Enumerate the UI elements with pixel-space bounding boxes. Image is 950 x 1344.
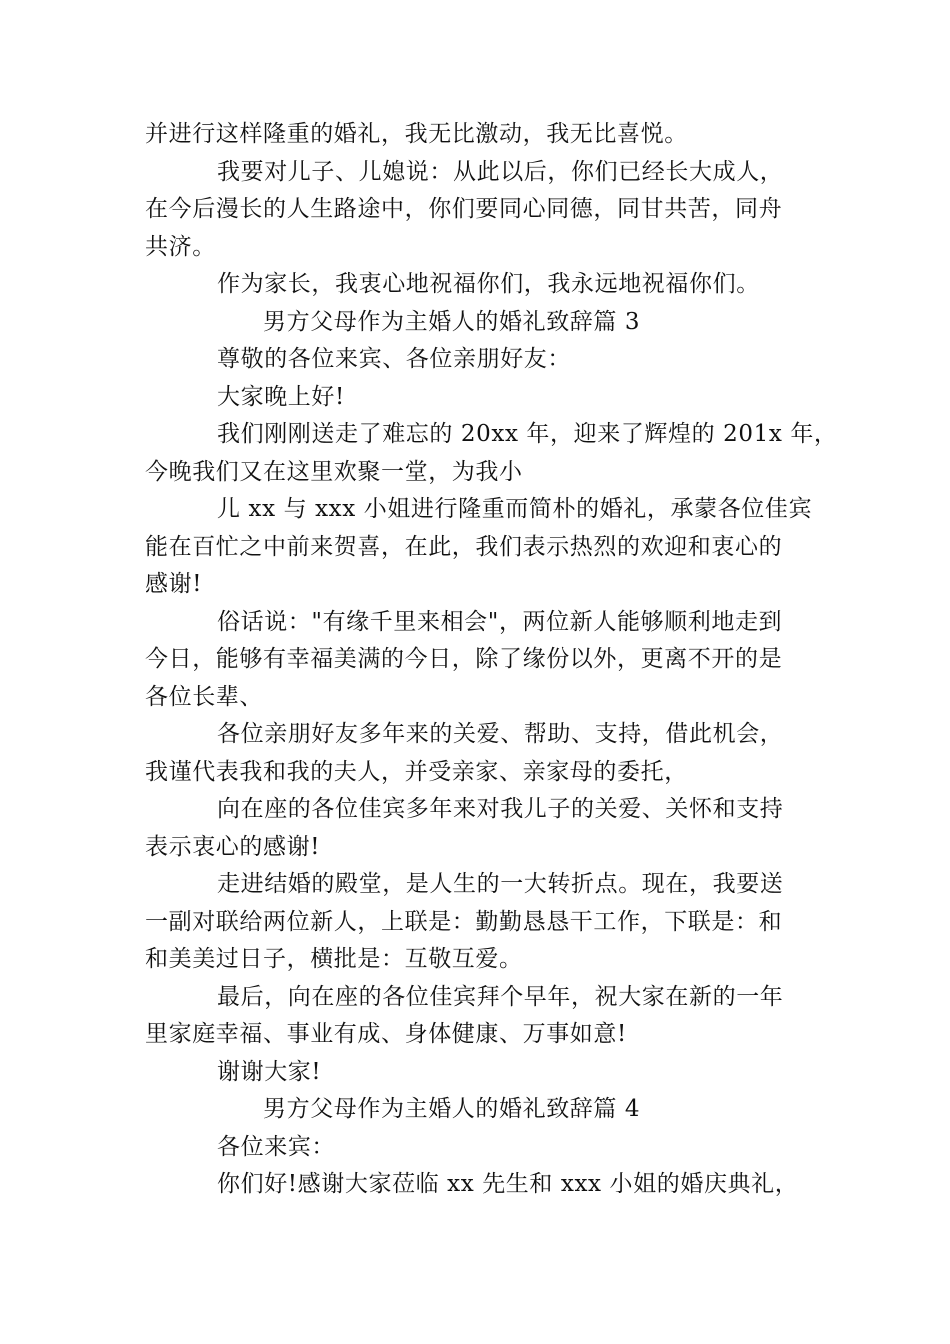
greeting-line: 大家晚上好! xyxy=(217,383,345,410)
body-line: 共济。 xyxy=(145,233,216,260)
paragraph-start-line: 最后，向在座的各位佳宾拜个早年，祝大家在新的一年 xyxy=(217,983,784,1010)
body-line: 一副对联给两位新人，上联是：勤勤恳恳干工作，下联是：和 xyxy=(145,908,783,935)
body-line: 各位长辈、 xyxy=(145,683,263,710)
body-line: 今日，能够有幸福美满的今日，除了缘份以外，更离不开的是 xyxy=(145,646,783,672)
salutation-line: 尊敬的各位来宾、各位亲朋好友： xyxy=(217,346,571,372)
body-line: 和美美过日子，横批是：互敬互爱。 xyxy=(145,946,523,972)
paragraph-start-line: 俗话说："有缘千里来相会"，两位新人能够顺利地走到 xyxy=(217,608,783,635)
paragraph-start-line: 向在座的各位佳宾多年来对我儿子的关爱、关怀和支持 xyxy=(217,796,784,822)
paragraph-start-line: 儿 xx 与 xxx 小姐进行隆重而简朴的婚礼，承蒙各位佳宾 xyxy=(217,496,813,522)
body-line: 能在百忙之中前来贺喜，在此，我们表示热烈的欢迎和衷心的 xyxy=(145,533,783,560)
section-heading: 男方父母作为主婚人的婚礼致辞篇 4 xyxy=(263,1096,641,1122)
body-line: 在今后漫长的人生路途中，你们要同心同德，同甘共苦，同舟 xyxy=(145,196,783,222)
paragraph-start-line: 你们好!感谢大家莅临 xx 先生和 xxx 小姐的婚庆典礼， xyxy=(217,1171,799,1197)
document-body xyxy=(145,116,838,1204)
paragraph-start-line: 走进结婚的殿堂，是人生的一大转折点。现在，我要送 xyxy=(217,871,784,897)
paragraph-start-line: 我们刚刚送走了难忘的 20xx 年，迎来了辉煌的 201x 年， xyxy=(217,421,838,447)
body-line: 感谢! xyxy=(145,571,203,597)
body-line: 表示衷心的感谢! xyxy=(145,833,321,860)
paragraph-start-line: 作为家长，我衷心地祝福你们，我永远地祝福你们。 xyxy=(217,271,760,297)
paragraph-start-line: 我要对儿子、儿媳说：从此以后，你们已经长大成人， xyxy=(217,158,784,185)
body-line: 我谨代表我和我的夫人，并受亲家、亲家母的委托， xyxy=(145,758,688,785)
section-heading: 男方父母作为主婚人的婚礼致辞篇 3 xyxy=(263,308,641,335)
paragraph-start-line: 各位亲朋好友多年来的关爱、帮助、支持，借此机会， xyxy=(217,721,784,747)
body-line: 里家庭幸福、事业有成、身体健康、万事如意! xyxy=(145,1021,627,1047)
body-line: 今晚我们又在这里欢聚一堂，为我小 xyxy=(145,458,523,485)
body-line: 并进行这样隆重的婚礼，我无比激动，我无比喜悦。 xyxy=(145,121,688,147)
closing-line: 谢谢大家! xyxy=(217,1058,322,1085)
salutation-line: 各位来宾： xyxy=(217,1133,335,1160)
